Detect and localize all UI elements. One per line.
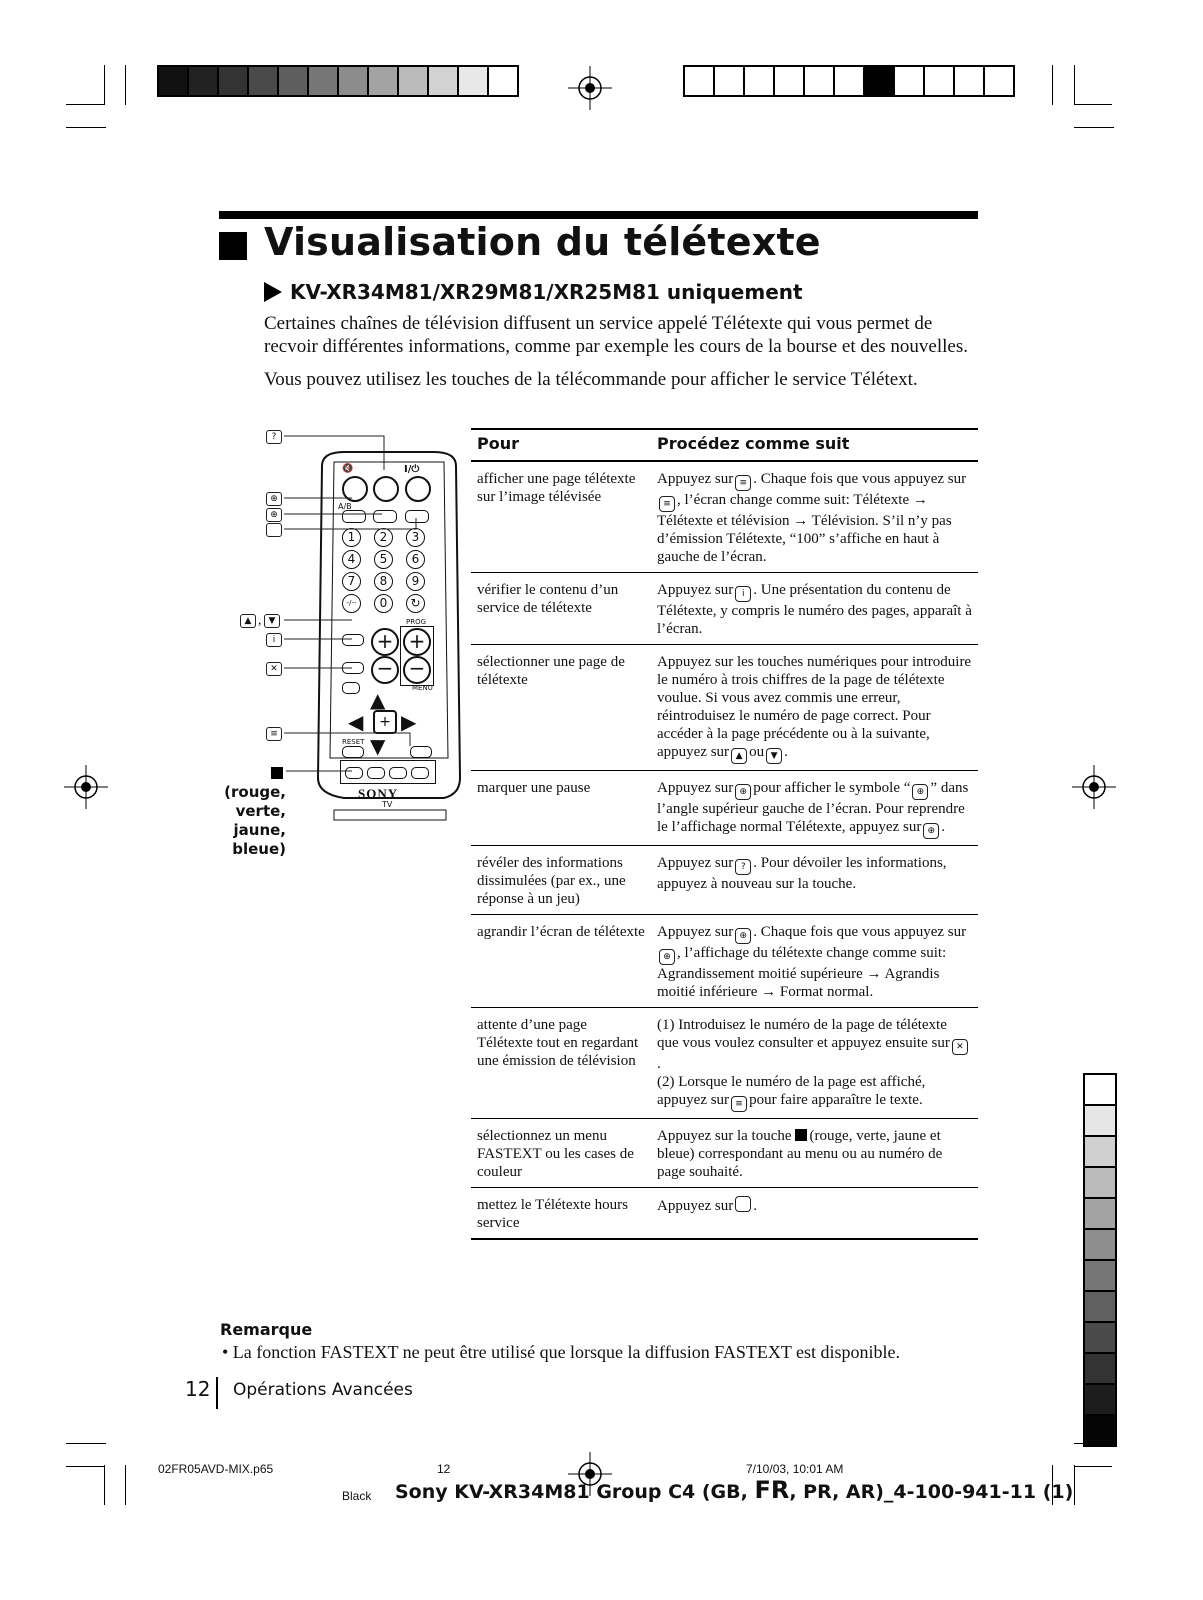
top-left-swatch: [249, 67, 279, 95]
registration-mark-top: [568, 66, 612, 110]
color-swatch-strip-top-left: [157, 65, 519, 97]
procedure-text: Appuyez sur les touches numériques pour introduire le numéro à trois chiffres de la page de télétexte voulue. Si vous avez commis une erreur, réintroduisez le numéro de page correct. Pour accéder à la page précédente ou à la suivante, appuyez sur: [657, 654, 972, 760]
page-up-icon: ▲: [731, 748, 747, 764]
table-row: [471, 645, 978, 771]
procedure-text: .: [784, 744, 788, 760]
right-swatch: [1085, 1106, 1115, 1137]
left-arrow-button[interactable]: ◀: [348, 710, 364, 734]
procedure-text: (1) Introduisez le numéro de la page de télétexte que vous voulez consulter et appuyez ensuite sur: [657, 1017, 950, 1051]
right-swatch: [1085, 1385, 1115, 1416]
procedure-text: Appuyez sur: [657, 780, 734, 796]
top-right-swatch: [985, 67, 1013, 95]
right-swatch: [1085, 1168, 1115, 1199]
right-swatch: [1085, 1323, 1115, 1354]
index-icon: i: [266, 633, 282, 647]
procedure-text: Appuyez sur: [657, 1198, 734, 1214]
page-number: 12: [185, 1377, 211, 1401]
black-square-icon: [271, 767, 283, 779]
menu-label: MENU: [412, 684, 433, 692]
table-cell-pour: afficher une page télétexte sur l’image télévisée: [471, 461, 651, 573]
color-label-line-3: jaune,: [233, 821, 286, 839]
procedure-text: (2) Lorsque le numéro de la page est affiché, appuyez sur: [657, 1074, 926, 1108]
procedure-text: , l’affichage du télétexte change comme suit: Agrandissement moitié supérieure → Agrandis moitié inférieure → Format normal.: [657, 945, 947, 1000]
page-title: Visualisation du télétexte: [264, 220, 821, 264]
table-cell-pour: marquer une pause: [471, 771, 651, 846]
table-row: [471, 461, 978, 573]
table-row: [471, 846, 978, 915]
procedure-text: .: [753, 1198, 757, 1214]
right-swatch: [1085, 1292, 1115, 1323]
color-swatch-strip-right: [1083, 1073, 1117, 1447]
color-swatch-strip-top-right: [683, 65, 1015, 97]
digit-button[interactable]: 6: [406, 550, 425, 569]
enlarge-icon: ⊕: [266, 508, 282, 522]
top-left-swatch: [309, 67, 339, 95]
page-down-icon: ▼: [766, 748, 782, 764]
ab-label: A/B: [338, 502, 352, 511]
digit-button[interactable]: 4: [342, 550, 361, 569]
reveal-icon: ?: [735, 859, 751, 875]
table-cell-pour: sélectionnez un menu FASTEXT ou les cases de couleur: [471, 1119, 651, 1188]
footer-date: 7/10/03, 10:01 AM: [746, 1462, 844, 1476]
table-row: [471, 915, 978, 1008]
top-right-swatch: [805, 67, 835, 95]
callout-lines: [260, 428, 430, 778]
top-right-swatch: [925, 67, 955, 95]
hold-icon: ⊕: [912, 784, 928, 800]
top-right-swatch: [895, 67, 925, 95]
right-swatch: [1085, 1261, 1115, 1292]
procedure-text: .: [941, 819, 946, 835]
top-right-swatch: [955, 67, 985, 95]
footer-model-pre: Sony KV-XR34M81 Group C4 (GB,: [395, 1481, 755, 1503]
color-label-line-1: (rouge,: [224, 783, 286, 801]
top-right-swatch: [775, 67, 805, 95]
top-left-swatch: [159, 67, 189, 95]
table-cell-procedure: [651, 1008, 978, 1119]
digit-button[interactable]: 8: [374, 572, 393, 591]
teletext-icon: ≡: [735, 475, 751, 491]
procedure-text: Appuyez sur: [657, 855, 734, 871]
table-cell-pour: agrandir l’écran de télétexte: [471, 915, 651, 1008]
top-left-swatch: [459, 67, 489, 95]
footer-filename: 02FR05AVD-MIX.p65: [158, 1462, 274, 1476]
remark-heading: Remarque: [220, 1320, 313, 1339]
volume-up-button[interactable]: +: [371, 628, 399, 656]
prog-down-button[interactable]: −: [403, 656, 431, 684]
subtitle-text: KV-XR34M81/XR29M81/XR25M81 uniquement: [290, 280, 803, 304]
top-left-swatch: [219, 67, 249, 95]
section-name: Opérations Avancées: [233, 1380, 413, 1400]
right-arrow-button[interactable]: ▶: [401, 710, 417, 734]
table-cell-pour: vérifier le contenu d’un service de télétexte: [471, 573, 651, 645]
right-swatch: [1085, 1075, 1115, 1106]
procedure-text: Appuyez sur: [657, 582, 734, 598]
digit-button[interactable]: 5: [374, 550, 393, 569]
volume-down-button[interactable]: −: [371, 656, 399, 684]
teletext-instructions-table: [471, 428, 978, 1240]
digit-button[interactable]: 0: [374, 594, 393, 613]
power-label: I/⏻: [404, 464, 420, 475]
top-left-swatch: [279, 67, 309, 95]
hold-icon: ⊕: [735, 784, 751, 800]
table-row: [471, 771, 978, 846]
procedure-text: . Une présentation du contenu de Télétexte, y compris le numéro des pages, apparaît à l’écran.: [657, 582, 972, 637]
procedure-text: pour faire apparaître le texte.: [749, 1092, 923, 1108]
table-cell-procedure: [651, 573, 978, 645]
remark-text: • La fonction FASTEXT ne peut être utilisé que lorsque la diffusion FASTEXT est disponible.: [222, 1342, 901, 1362]
table-cell-procedure: [651, 771, 978, 846]
right-swatch: [1085, 1199, 1115, 1230]
color-buttons-label: [210, 764, 286, 859]
top-left-swatch: [489, 67, 517, 95]
top-left-swatch: [399, 67, 429, 95]
registration-mark-right: [1072, 765, 1116, 809]
footer-black: Black: [342, 1489, 372, 1503]
top-right-swatch: [745, 67, 775, 95]
table-row: [471, 573, 978, 645]
registration-mark-left: [64, 765, 108, 809]
table-cell-procedure: [651, 1188, 978, 1240]
reset-label: RESET: [342, 738, 365, 746]
right-swatch: [1085, 1416, 1115, 1445]
top-left-swatch: [189, 67, 219, 95]
table-header-row: [471, 429, 978, 461]
column-header-pour: Pour: [471, 429, 651, 461]
prog-up-button[interactable]: +: [403, 628, 431, 656]
procedure-text: .: [657, 1056, 661, 1072]
cancel-icon: [735, 1196, 751, 1212]
tv-label: TV: [382, 800, 393, 809]
top-right-swatch: [835, 67, 865, 95]
procedure-text: , l’écran change comme suit: Télétexte → Télétexte et télévision → Télévision. S’il n’y pas d’émission Télétexte, “100” s’affiche en haut à gauche de l’écran.: [657, 492, 952, 565]
ok-button[interactable]: +: [373, 710, 397, 734]
cancel-icon: [266, 523, 282, 537]
footer-model-fr: FR: [754, 1476, 790, 1504]
procedure-text: . Chaque fois que vous appuyez sur: [753, 471, 967, 487]
mute-icon: 🔇: [342, 464, 354, 474]
index-icon: i: [735, 586, 751, 602]
table-cell-pour: sélectionner une page de télétexte: [471, 645, 651, 771]
top-right-swatch: [685, 67, 715, 95]
enlarge-icon: ⊕: [659, 949, 675, 965]
digit-button[interactable]: 7: [342, 572, 361, 591]
table-cell-procedure: [651, 461, 978, 573]
up-arrow-button[interactable]: ▲: [370, 688, 386, 712]
intro-paragraph-2: Vous pouvez utilisez les touches de la télécommande pour afficher le service Télétext.: [264, 369, 918, 390]
top-right-swatch: [865, 67, 895, 95]
top-left-swatch: [429, 67, 459, 95]
digit-button[interactable]: ↻: [406, 594, 425, 613]
color-label-line-2: verte,: [235, 802, 286, 820]
procedure-text: ou: [749, 744, 765, 760]
enlarge-icon: ⊕: [735, 928, 751, 944]
model-subtitle: [264, 280, 803, 304]
table-cell-procedure: [651, 915, 978, 1008]
footer-model-post: , PR, AR)_4-100-941-11 (1): [789, 1481, 1074, 1503]
prog-label: PROG: [406, 618, 427, 626]
intro-text: [264, 312, 979, 401]
color-label-line-4: bleue): [232, 840, 286, 858]
title-rule: [219, 211, 978, 219]
teletext-icon: ≡: [266, 727, 282, 741]
table-cell-pour: mettez le Télétexte hours service: [471, 1188, 651, 1240]
teletext-icon: ≡: [659, 496, 675, 512]
reveal-icon: ?: [266, 430, 282, 444]
digit-button[interactable]: -/--: [342, 594, 361, 613]
digit-button[interactable]: 9: [406, 572, 425, 591]
procedure-text: . Pour dévoiler les informations, appuyez à nouveau sur la touche.: [657, 855, 947, 892]
table-row: [471, 1008, 978, 1119]
hold-icon: ⊕: [923, 823, 939, 839]
top-left-swatch: [369, 67, 399, 95]
procedure-text: Appuyez sur: [657, 924, 734, 940]
digit-button[interactable]: 3: [406, 528, 425, 547]
right-swatch: [1085, 1230, 1115, 1261]
table-row: [471, 1188, 978, 1240]
page-number-separator: [216, 1377, 218, 1409]
procedure-text: . Chaque fois que vous appuyez sur: [753, 924, 967, 940]
teletext-icon: ≡: [731, 1096, 747, 1112]
right-swatch: [1085, 1137, 1115, 1168]
sony-logo: SONY: [358, 786, 399, 801]
footer-page: 12: [437, 1462, 451, 1476]
procedure-text: ” dans l’angle supérieur gauche de l’écran. Pour reprendre le l’affichage normal Télétexte, appuyez sur: [657, 780, 969, 835]
black-square-icon: [795, 1129, 807, 1141]
table-cell-procedure: [651, 846, 978, 915]
procedure-text: (rouge, verte, jaune et bleue) correspondant au menu ou au numéro de page souhaité.: [657, 1128, 943, 1180]
time-icon: ✕: [266, 662, 282, 676]
right-swatch: [1085, 1354, 1115, 1385]
page-down-icon: ▼: [264, 614, 280, 628]
digit-button[interactable]: 1: [342, 528, 361, 547]
down-arrow-button[interactable]: ▼: [370, 734, 386, 758]
footer-model: [395, 1476, 1073, 1504]
table-cell-procedure: [651, 645, 978, 771]
intro-paragraph-1: Certaines chaînes de télévision diffusent un service appelé Télétexte qui vous permet de recvoir différentes informations, comme par exemple les cours de la bourse et des nouvelles.: [264, 313, 968, 357]
comma-separator: ,: [258, 613, 262, 628]
top-left-swatch: [339, 67, 369, 95]
table-cell-pour: révéler des informations dissimulées (par ex., une réponse à un jeu): [471, 846, 651, 915]
table-cell-procedure: [651, 1119, 978, 1188]
column-header-procedez: Procédez comme suit: [651, 429, 978, 461]
time-icon: ✕: [952, 1039, 968, 1055]
procedure-text: Appuyez sur: [657, 471, 734, 487]
hold-icon: ⊕: [266, 492, 282, 506]
page-up-icon: ▲: [240, 614, 256, 628]
title-bullet-square: [219, 232, 247, 260]
procedure-text: pour afficher le symbole “: [753, 780, 911, 796]
table-row: [471, 1119, 978, 1188]
table-cell-pour: attente d’une page Télétexte tout en regardant une émission de télévision: [471, 1008, 651, 1119]
top-right-swatch: [715, 67, 745, 95]
digit-button[interactable]: 2: [374, 528, 393, 547]
procedure-text: Appuyez sur la touche: [657, 1128, 792, 1144]
play-arrow-icon: [264, 282, 282, 302]
